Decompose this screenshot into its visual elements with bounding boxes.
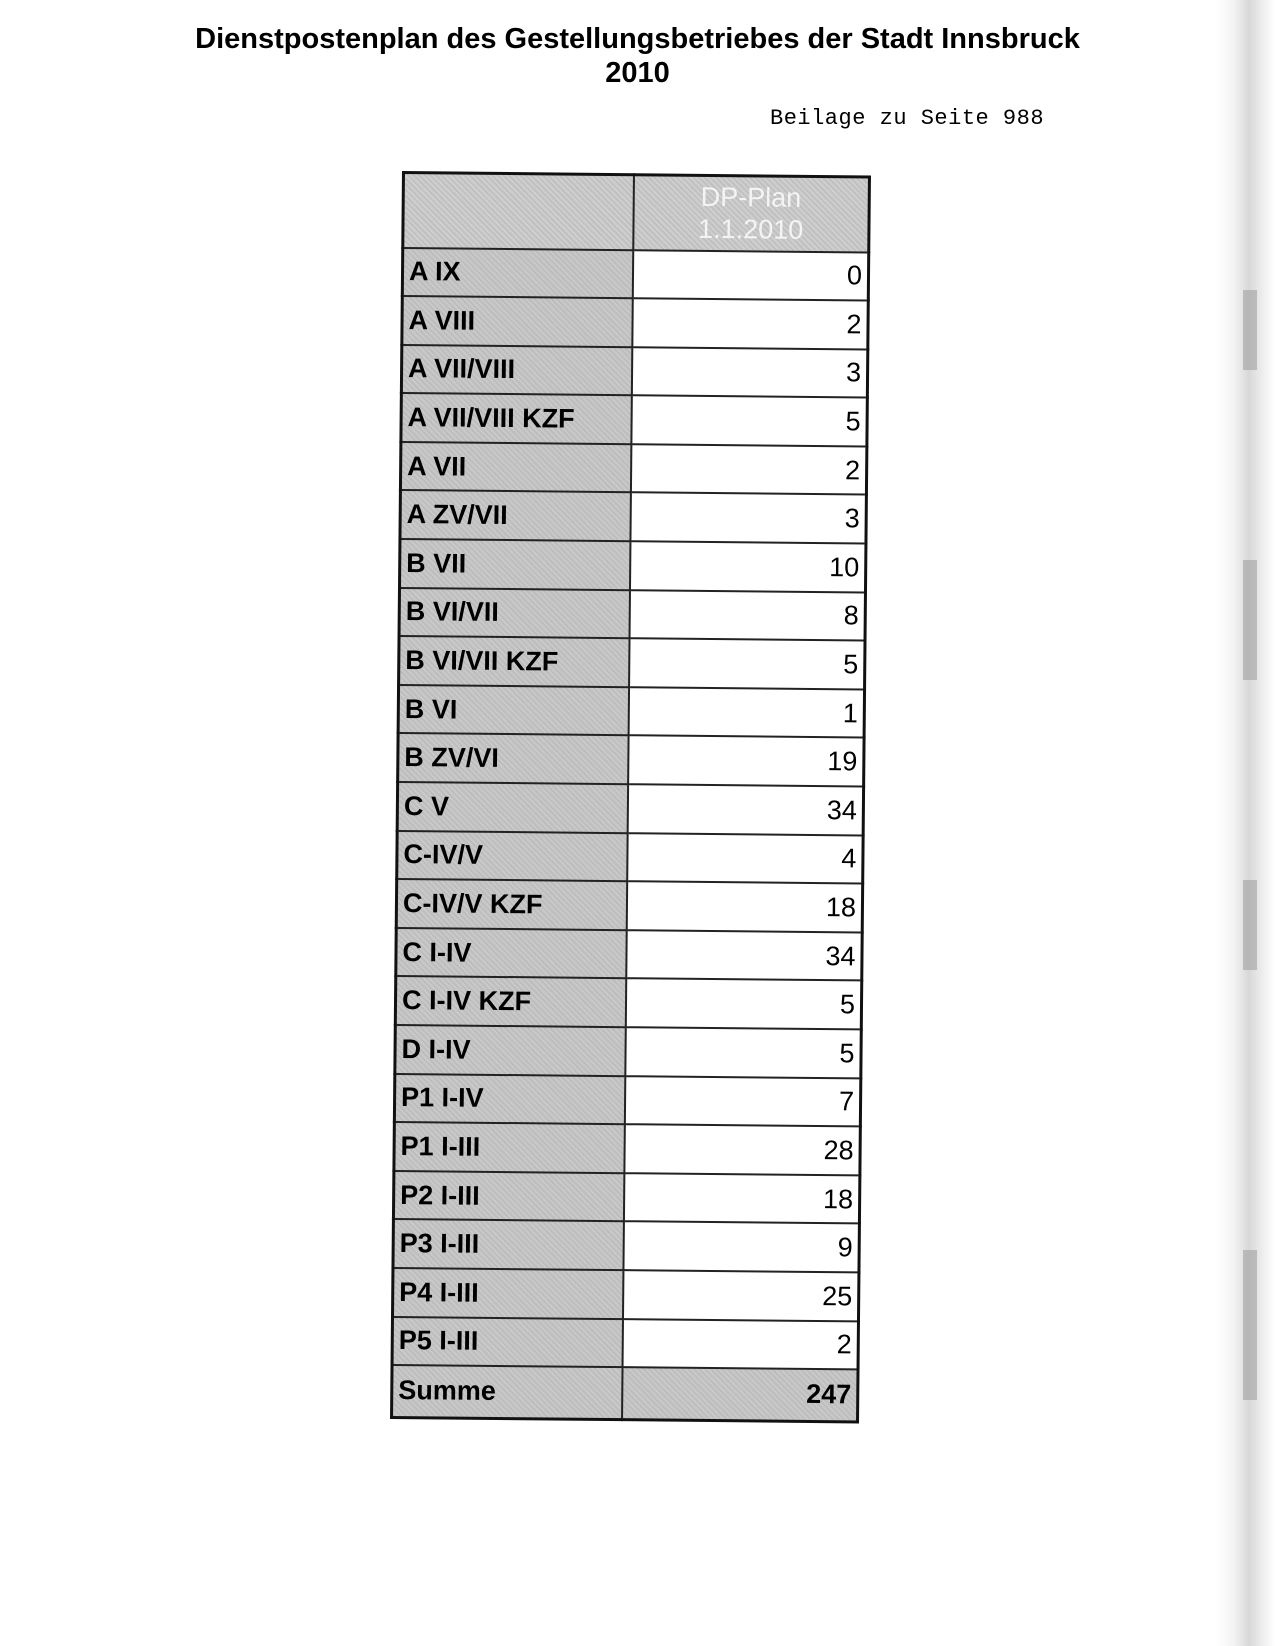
table-row xyxy=(402,296,868,349)
scan-edge-shadow xyxy=(1217,0,1275,1646)
row-value: 5 xyxy=(629,638,865,689)
row-label: P2 I-III xyxy=(393,1171,623,1222)
scan-artifact xyxy=(1243,880,1257,970)
table-header xyxy=(403,173,870,252)
staffing-table-wrapper xyxy=(390,171,868,1423)
row-label: D I-IV xyxy=(395,1025,625,1076)
row-label: C-IV/V KZF xyxy=(396,879,626,930)
row-value: 2 xyxy=(622,1319,858,1370)
row-label: A VII/VIII xyxy=(401,345,631,396)
header-blank-cell xyxy=(403,173,634,250)
row-value: 5 xyxy=(625,1027,861,1078)
row-label: A ZV/VII xyxy=(400,490,630,541)
row-value: 25 xyxy=(622,1270,858,1321)
row-label: P1 I-IV xyxy=(394,1074,624,1125)
row-value: 3 xyxy=(630,493,866,544)
row-value: 34 xyxy=(627,784,863,835)
row-label: P1 I-III xyxy=(394,1122,624,1173)
row-label: B ZV/VI xyxy=(398,733,628,784)
table-row xyxy=(392,1317,858,1370)
header-row xyxy=(403,173,870,252)
row-value: 28 xyxy=(624,1124,860,1175)
row-value: 18 xyxy=(626,881,862,932)
table-row xyxy=(393,1268,859,1321)
row-value: 10 xyxy=(629,541,865,592)
table-row xyxy=(395,976,861,1029)
row-label: B VI/VII xyxy=(399,588,629,639)
table-row xyxy=(396,879,862,932)
table-row xyxy=(399,588,865,641)
row-value: 2 xyxy=(630,444,866,495)
row-value: 7 xyxy=(624,1076,860,1127)
row-label: C I-IV xyxy=(396,928,626,979)
document-year: 2010 xyxy=(605,57,670,89)
table-row xyxy=(400,490,866,543)
table-row xyxy=(399,636,865,689)
scan-artifact xyxy=(1243,290,1257,370)
row-value: 18 xyxy=(623,1173,859,1224)
table-row xyxy=(398,733,864,786)
table-row xyxy=(393,1171,859,1224)
table-row xyxy=(400,539,866,592)
table-row xyxy=(398,685,864,738)
row-value: 5 xyxy=(625,979,861,1030)
table-row xyxy=(401,393,867,446)
table-row xyxy=(397,782,863,835)
row-label: A VIII xyxy=(402,296,632,347)
row-label: P5 I-III xyxy=(392,1317,622,1368)
total-value: 247 xyxy=(622,1367,858,1421)
row-value: 3 xyxy=(631,347,867,398)
header-plan-date: 1.1.2010 xyxy=(697,214,804,246)
total-row xyxy=(392,1365,858,1421)
header-plan-label: DP-Plan xyxy=(700,182,802,214)
attachment-note: Beilage zu Seite 988 xyxy=(770,106,1045,131)
total-label: Summe xyxy=(392,1365,622,1419)
table-footer xyxy=(392,1365,858,1421)
row-label: C I-IV KZF xyxy=(395,976,625,1027)
row-label: A VII/VIII KZF xyxy=(401,393,631,444)
table-row xyxy=(400,442,866,495)
table-body xyxy=(392,248,869,1370)
row-value: 19 xyxy=(628,736,864,787)
table-row xyxy=(394,1074,860,1127)
header-plan-cell xyxy=(633,175,870,252)
table-row xyxy=(395,1025,861,1078)
row-value: 34 xyxy=(626,930,862,981)
row-value: 4 xyxy=(627,833,863,884)
row-value: 8 xyxy=(629,590,865,641)
scan-artifact xyxy=(1243,560,1257,680)
staffing-table xyxy=(390,171,871,1423)
row-label: B VII xyxy=(400,539,630,590)
table-row xyxy=(396,928,862,981)
scan-artifact xyxy=(1243,1250,1257,1400)
table-row xyxy=(402,248,868,301)
row-label: C-IV/V xyxy=(397,831,627,882)
row-label: B VI/VII KZF xyxy=(399,636,629,687)
row-label: P4 I-III xyxy=(393,1268,623,1319)
row-label: B VI xyxy=(398,685,628,736)
table-row xyxy=(394,1122,860,1175)
row-value: 1 xyxy=(628,687,864,738)
table-row xyxy=(397,831,863,884)
row-value: 9 xyxy=(623,1222,859,1273)
document-title: Dienstpostenplan des Gestellungsbetriebes der Stadt Innsbruck xyxy=(195,23,1080,55)
row-label: A IX xyxy=(402,248,632,299)
table-row xyxy=(401,345,867,398)
row-label: P3 I-III xyxy=(393,1219,623,1270)
table-row xyxy=(393,1219,859,1272)
row-value: 5 xyxy=(631,395,867,446)
row-label: C V xyxy=(397,782,627,833)
row-value: 0 xyxy=(632,250,868,301)
row-value: 2 xyxy=(632,298,868,349)
row-label: A VII xyxy=(400,442,630,493)
